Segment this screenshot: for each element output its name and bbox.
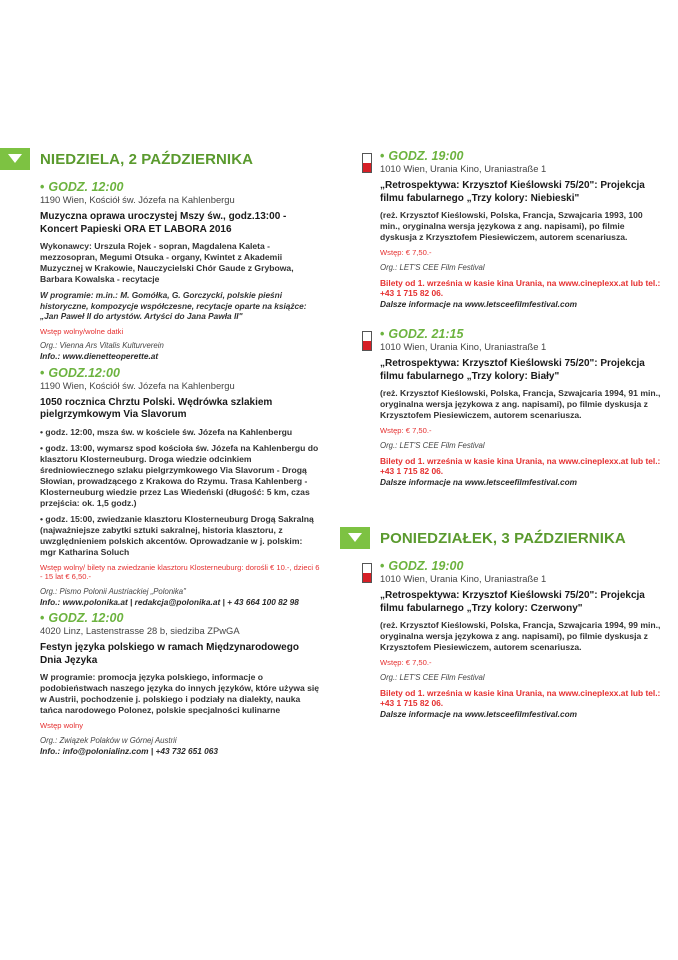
ticket-info[interactable]: Bilety od 1. września w kasie kina Urania, na www.cineplexx.at lub tel.: +43 1 715 82 06. [380, 277, 661, 298]
event-info-link[interactable]: Info.: www.polonika.at | redakcja@polonika.at | + 43 664 100 82 98 [40, 596, 299, 607]
day-header-monday [340, 521, 662, 555]
event-title: „Retrospektywa: Krzysztof Kieślowski 75/20": Projekcja filmu fabularnego „Trzy kolory: Niebieski" [380, 180, 645, 204]
bullet-icon: • [40, 180, 45, 194]
bullet-icon: • [380, 149, 385, 163]
event-title: „Retrospektywa: Krzysztof Kieślowski 75/20": Projekcja filmu fabularnego „Trzy kolory: Biały" [380, 358, 645, 382]
chevron-down-icon [340, 527, 370, 549]
event-time: • GODZ. 12:00 [40, 180, 124, 194]
event-info-link[interactable]: Dalsze informacje na www.letsceefilmfestival.com [380, 298, 578, 309]
event-address: 1010 Wien, Urania Kino, Uraniastraße 1 [380, 573, 547, 584]
event-schedule-item: • godz. 12:00, msza św. w kościele św. Józefa na Kahlenbergu [40, 426, 293, 437]
event-program: W programie: promocja języka polskiego, informacje o podobieństwach naszego języka do innych języków, które używa się w Austrii, pochodzenie j. polskiego i podziały na dialekty, nauka tańca narodowego Polonez, polskie specjalności kulinarne [40, 672, 320, 715]
ticket-info[interactable]: Bilety od 1. września w kasie kina Urania, na www.cineplexx.at lub tel.: +43 1 715 82 06. [380, 687, 661, 708]
right-column [362, 145, 662, 719]
bullet-icon: • [40, 365, 45, 380]
event-time: • GODZ. 12:00 [40, 611, 124, 625]
event-performers: Wykonawcy: Urszula Rojek - sopran, Magdalena Kaleta - mezzosopran, Megumi Otsuka - organy, Kwintet z Akademii Muzycznej w Krakowie, Nauczycielski Chór Gaude z Grybowa, Barbara Kowalska - recytacje [40, 241, 294, 284]
event-info-link[interactable]: Info.: info@polonialinz.com | +43 732 651 063 [40, 745, 219, 756]
day-title: PONIEDZIAŁEK, 3 PAŹDZIERNIKA [380, 529, 626, 547]
event-item [0, 180, 320, 362]
event-organizer: Org.: LET'S CEE Film Festival [380, 262, 485, 272]
event-info-link[interactable]: Info.: www.dienetteoperette.at [40, 351, 159, 361]
ticket-icon [362, 153, 372, 173]
ticket-info[interactable]: Bilety od 1. września w kasie kina Urania, na www.cineplexx.at lub tel.: +43 1 715 82 06. [380, 455, 661, 476]
event-item [0, 611, 320, 756]
day-title: NIEDZIELA, 2 PAŹDZIERNIKA [40, 150, 254, 168]
event-schedule-item: • godz. 15:00, zwiedzanie klasztoru Klosterneuburg Drogą Sakralną (najważniejsze zabytki sztuki sakralnej, historia klasztoru, z uwzględnieniem polskich akcentów. Oprowadzanie w j. polskim: mgr Katharina Soluch [40, 513, 314, 557]
event-admission: Wstęp wolny/wolne datki [40, 326, 124, 336]
event-title: Muzyczna oprawa uroczystej Mszy św., godz.13:00 - Koncert Papieski ORA ET LABORA 2016 [40, 211, 287, 235]
event-admission: Wstęp: € 7,50.- [380, 658, 432, 667]
event-schedule-item: • godz. 13:00, wymarsz spod kościoła św. Józefa na Kahlenbergu do klasztoru Klosterneuburg. Droga wiedzie odcinkiem średniowiecznego szlaku pielgrzymkowego Via Slavorum - Drogą Słowian, prowadzącego z Krakowa do Rzymu. Trasa Kahlenberg - Klosterneuburg wiedzie przez Las Wiedeński (długość: 5 km, czas przejścia: ok. 1,5 godz.) [40, 442, 319, 508]
event-organizer: Org.: Związek Polaków w Górnej Austrii [40, 735, 177, 745]
event-admission: Wstęp: € 7,50.- [380, 426, 432, 435]
event-item [362, 559, 662, 719]
event-organizer: Org.: Vienna Ars Vitalis Kulturverein [40, 341, 164, 350]
event-organizer: Org.: LET'S CEE Film Festival [380, 672, 485, 682]
event-address: 1190 Wien, Kościół św. Józefa na Kahlenbergu [40, 379, 235, 391]
event-item [0, 366, 320, 608]
event-address: 1010 Wien, Urania Kino, Uraniastraße 1 [380, 163, 547, 174]
event-info-link[interactable]: Dalsze informacje na www.letsceefilmfestival.com [380, 476, 578, 487]
ticket-icon [362, 563, 372, 583]
day-header-sunday [0, 142, 320, 176]
event-admission: Wstęp wolny [40, 721, 84, 730]
left-column [0, 142, 320, 756]
event-admission: Wstęp wolny/ bilety na zwiedzanie klasztoru Klosterneuburg: dorośli € 10.-, dzieci 6 - 15 lat € 6,50.- [40, 562, 320, 581]
event-organizer: Org.: Pismo Polonii Austriackiej „Polonika" [40, 586, 186, 596]
event-info-link[interactable]: Dalsze informacje na www.letsceefilmfestival.com [380, 708, 578, 719]
bullet-icon: • [380, 559, 385, 573]
event-address: 1190 Wien, Kościół św. Józefa na Kahlenbergu [40, 194, 235, 205]
event-time: • GODZ. 21:15 [380, 327, 464, 341]
bullet-icon: • [40, 611, 45, 625]
event-address: 4020 Linz, Lastenstrasse 28 b, siedziba ZPwGA [40, 625, 240, 636]
ticket-icon [362, 331, 372, 351]
event-details: (reż. Krzysztof Kieślowski, Polska, Francja, Szwajcaria 1993, 100 min., oryginalna wersja językowa z ang. napisami), po filmie dyskusja z Krzysztofem Piesiewiczem, autorem scenariusza. [380, 210, 643, 242]
event-time: • GODZ. 19:00 [380, 559, 464, 573]
event-item [362, 149, 662, 309]
event-details: (reż. Krzysztof Kieślowski, Polska, Francja, Szwajcaria 1994, 99 min., oryginalna wersja językowa z ang. napisami), po filmie dyskusja z Krzysztofem Piesiewiczem, autorem scenariusza. [380, 620, 661, 652]
event-time: • GODZ. 19:00 [380, 149, 464, 163]
event-details: (reż. Krzysztof Kieślowski, Polska, Francja, Szwajcaria 1994, 91 min., oryginalna wersja językowa z ang. napisami), po filmie dyskusja z Krzysztofem Piesiewiczem, autorem scenariusza. [380, 388, 661, 420]
event-address: 1010 Wien, Urania Kino, Uraniastraße 1 [380, 341, 547, 352]
bullet-icon: • [380, 327, 385, 341]
spacer [362, 487, 662, 521]
event-title: „Retrospektywa: Krzysztof Kieślowski 75/20": Projekcja filmu fabularnego „Trzy kolory: Czerwony" [380, 590, 645, 614]
chevron-down-icon [0, 148, 30, 170]
event-time: • GODZ.12:00 [40, 365, 120, 380]
event-organizer: Org.: LET'S CEE Film Festival [380, 440, 485, 450]
event-program: W programie: m.in.: M. Gomółka, G. Gorczycki, polskie pieśni historyczne, kompozycje współczesne, recytacje oparte na książce: „Jan Paweł II do artystów. Artyści do Jana Pawła II" [40, 290, 307, 321]
event-item [362, 327, 662, 487]
spacer [362, 309, 662, 323]
event-title: 1050 rocznica Chrztu Polski. Wędrówka szlakiem pielgrzymkowym Via Slavorum [40, 396, 273, 420]
event-title: Festyn języka polskiego w ramach Międzynarodowego Dnia Języka [40, 642, 299, 666]
event-admission: Wstęp: € 7,50.- [380, 248, 432, 257]
